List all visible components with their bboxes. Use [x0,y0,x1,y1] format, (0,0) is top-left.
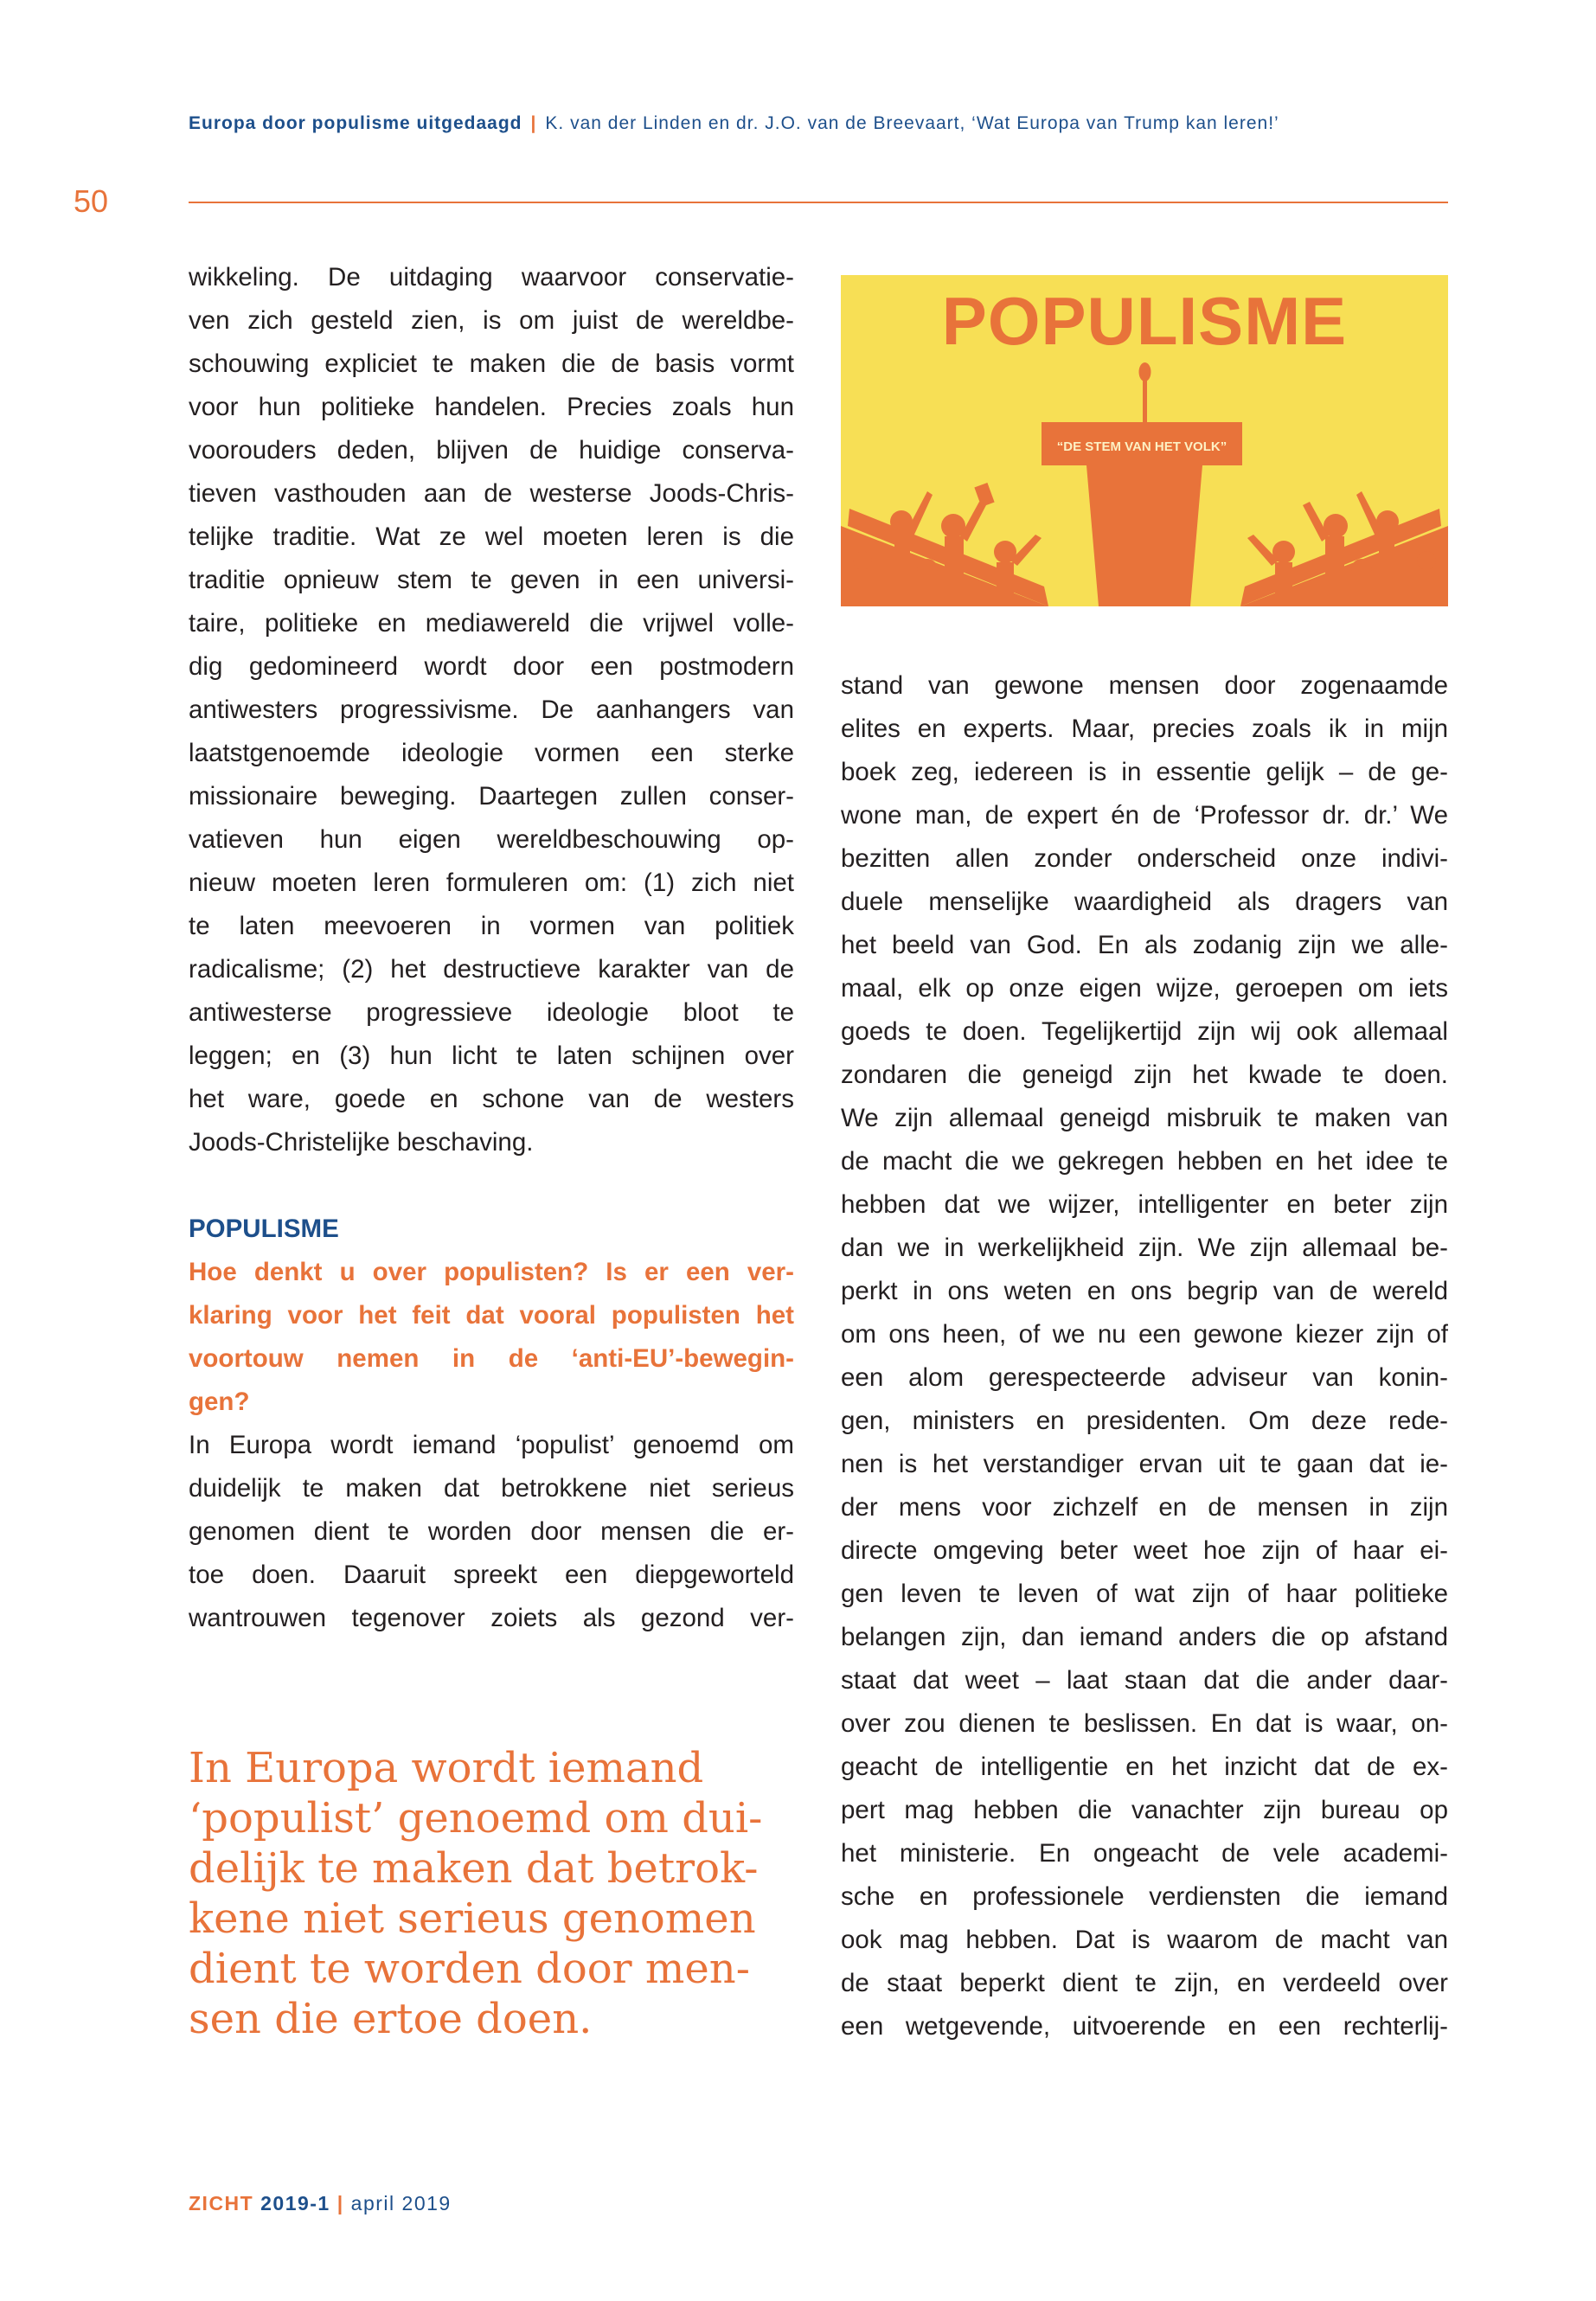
text-line: goeds te doen. Tegelijkertijd zijn wij ook allemaal [841,1017,1448,1046]
crowd-figure [853,551,872,570]
text-line: boek zeg, iedereen is in essentie gelijk – de ge- [841,758,1448,786]
poster-subtitle: “DE STEM VAN HET VOLK” [1056,439,1227,454]
pull-quote-line: ‘populist’ genoemd om dui- [189,1794,763,1843]
text-line: sche en professionele verdiensten die iemand [841,1882,1448,1911]
text-line: de macht die we gekregen hebben en het idee te [841,1147,1448,1176]
crowd-figure [894,531,910,583]
text-line: het ministerie. En ongeacht de vele academi- [841,1839,1448,1868]
interview-question [189,1251,794,1424]
left-column [189,256,794,1640]
text-line: missionaire beweging. Daartegen zullen conser- [189,782,794,811]
crowd-figure [917,559,938,580]
pull-quote-line: In Europa wordt iemand [189,1744,704,1792]
text-line: voor hun politieke handelen. Precies zoals hun [189,393,794,421]
pull-quote [189,1743,794,2044]
text-line: wone man, de expert én de ‘Professor dr. dr.’ We [841,801,1448,830]
text-line: bezitten allen zonder onderscheid onze indivi- [841,844,1448,873]
magazine-brand: ZICHT [189,2192,254,2214]
crowd-arm [907,491,933,536]
crowd-figure [856,569,870,606]
footer-separator: | [337,2192,344,2214]
text-line: pert mag hebben die vanachter zijn bureau op [841,1796,1448,1824]
issue-date: april 2019 [350,2192,452,2214]
text-line: tieven vasthouden aan de westerse Joods-Chris- [189,479,794,508]
text-line: perkt in ons weten en ons begrip van de wereld [841,1277,1448,1305]
text-line: genomen dient te worden door mensen die er- [189,1517,794,1546]
pull-quote-line: dient te worden door men- [189,1945,750,1993]
text-line: Joods-Christelijke beschaving. [189,1128,534,1157]
text-line: vatieven hun eigen wereldbeschouwing op- [189,825,794,854]
question-line: gen? [189,1388,250,1416]
text-line: het beeld van God. En als zodanig zijn we alle- [841,931,1448,959]
pull-quote-line: delijk te maken dat betrok- [189,1844,759,1893]
crowd-figure [1351,559,1372,580]
interview-answer [189,1424,794,1640]
text-line: een alom gerespecteerde adviseur van konin- [841,1363,1448,1392]
header-rule [189,202,1448,203]
intro-paragraph [189,256,794,1164]
text-line: dan we in werkelijkheid zijn. We zijn allemaal be- [841,1234,1448,1262]
text-line: ook mag hebben. Dat is waarom de macht van [841,1926,1448,1954]
populism-poster-illustration [841,275,1448,606]
crowd-figure [1417,551,1436,570]
page-footer [189,2192,452,2215]
crowd-figure [945,536,964,597]
text-line: der mens voor zichzelf en de mensen in zijn [841,1493,1448,1522]
text-line: toe doen. Daaruit spreekt een diepgeworteld [189,1561,794,1589]
text-line: wantrouwen tegenover zoiets als gezond ver- [189,1604,794,1632]
text-line: We zijn allemaal geneigd misbruik te maken van [841,1104,1448,1132]
text-line: een wetgevende, uitvoerende en een rechterlij- [841,2012,1448,2041]
text-line: gen leven te leven of wat zijn of haar politieke [841,1580,1448,1608]
microphone-head [1139,362,1151,381]
text-line: dig gedomineerd wordt door een postmodern [189,652,794,681]
question-line: Hoe denkt u over populisten? Is er een ver- [189,1258,794,1286]
protest-sign [974,483,994,507]
text-line: telijke traditie. Wat ze wel moeten leren is die [189,522,794,551]
text-line: taire, politieke en mediawereld die vrijwel volle- [189,609,794,638]
crowd-arm [1356,491,1382,536]
article-authors-title: K. van der Linden en dr. J.O. van de Breevaart, ‘Wat Europa van Trump kan leren!’ [545,113,1279,133]
crowd-figure [1419,569,1433,606]
text-line: duele menselijke waardigheid als dragers van [841,888,1448,916]
text-line: wikkeling. De uitdaging waarvoor conservatie- [189,263,794,292]
text-line: laatstgenoemde ideologie vormen een sterke [189,739,794,767]
text-line: antiwesters progressivisme. De aanhangers van [189,695,794,724]
text-line: geacht de intelligentie en het inzicht dat de ex- [841,1753,1448,1781]
text-line: In Europa wordt iemand ‘populist’ genoemd om [189,1431,794,1459]
text-line: hebben dat we wijzer, intelligenter en beter zijn [841,1190,1448,1219]
text-line: nieuw moeten leren formuleren om: (1) zich niet [189,868,794,897]
crowd-figure [997,562,1014,606]
text-line: ven zich gesteld zien, is om juist de wereldbe- [189,306,794,335]
text-line: directe omgeving beter weet hoe zijn of haar ei- [841,1536,1448,1565]
text-line: zondaren die geneigd zijn het kwade te doen. [841,1061,1448,1089]
issue-number: 2019-1 [260,2192,330,2214]
magazine-title: Europa door populisme uitgedaagd [189,113,522,133]
text-line: om ons heen, of we nu een gewone kiezer zijn of [841,1320,1448,1349]
right-column [841,664,1448,2048]
crowd-figure [1325,536,1344,597]
lectern-body [1086,465,1202,606]
paragraph-gap [189,1164,794,1208]
poster-title: POPULISME [941,283,1348,359]
question-line: klaring voor het feit dat vooral populisten het [189,1301,794,1330]
text-line: maal, elk op onze eigen wijze, geroepen om iets [841,974,1448,1003]
text-line: traditie opnieuw stem te geven in een universi- [189,566,794,594]
text-line: stand van gewone mensen door zogenaamde [841,671,1448,700]
text-line: het ware, goede en schone van de westers [189,1085,794,1113]
crowd-figure [920,578,936,606]
text-line: belangen zijn, dan iemand anders die op afstand [841,1623,1448,1651]
pull-quote-line: sen die ertoe doen. [189,1995,593,2043]
text-line: radicalisme; (2) het destructieve karakter van de [189,955,794,984]
text-line: voorouders deden, blijven de huidige conserva- [189,436,794,465]
text-line: duidelijk te maken dat betrokkene niet serieus [189,1474,794,1503]
crowd-figure [1353,578,1368,606]
text-line: de staat beperkt dient te zijn, en verdeeld over [841,1969,1448,1997]
header-separator: | [530,113,537,133]
text-line: antiwesterse progressieve ideologie bloot te [189,998,794,1027]
text-line: gen, ministers en presidenten. Om deze rede- [841,1407,1448,1435]
crowd-figure [1275,562,1292,606]
text-line: staat dat weet – laat staan dat die ander daar- [841,1666,1448,1695]
crowd-figure [1379,531,1394,583]
text-line: te laten meevoeren in vormen van politiek [189,912,794,940]
text-line: schouwing expliciet te maken die de basis vormt [189,349,794,378]
page-number: 50 [74,183,109,219]
pull-quote-line: kene niet serieus genomen [189,1894,756,1943]
running-header [189,113,1279,134]
question-line: voortouw nemen in de ‘anti-EU’-bewegin- [189,1344,794,1373]
text-line: leggen; en (3) hun licht te laten schijnen over [189,1042,794,1070]
text-line: nen is het verstandiger ervan uit te gaan dat ie- [841,1450,1448,1478]
text-line: elites en experts. Maar, precies zoals ik in mijn [841,715,1448,743]
section-title: POPULISME [189,1215,339,1243]
text-line: over zou dienen te beslissen. En dat is waar, on- [841,1709,1448,1738]
